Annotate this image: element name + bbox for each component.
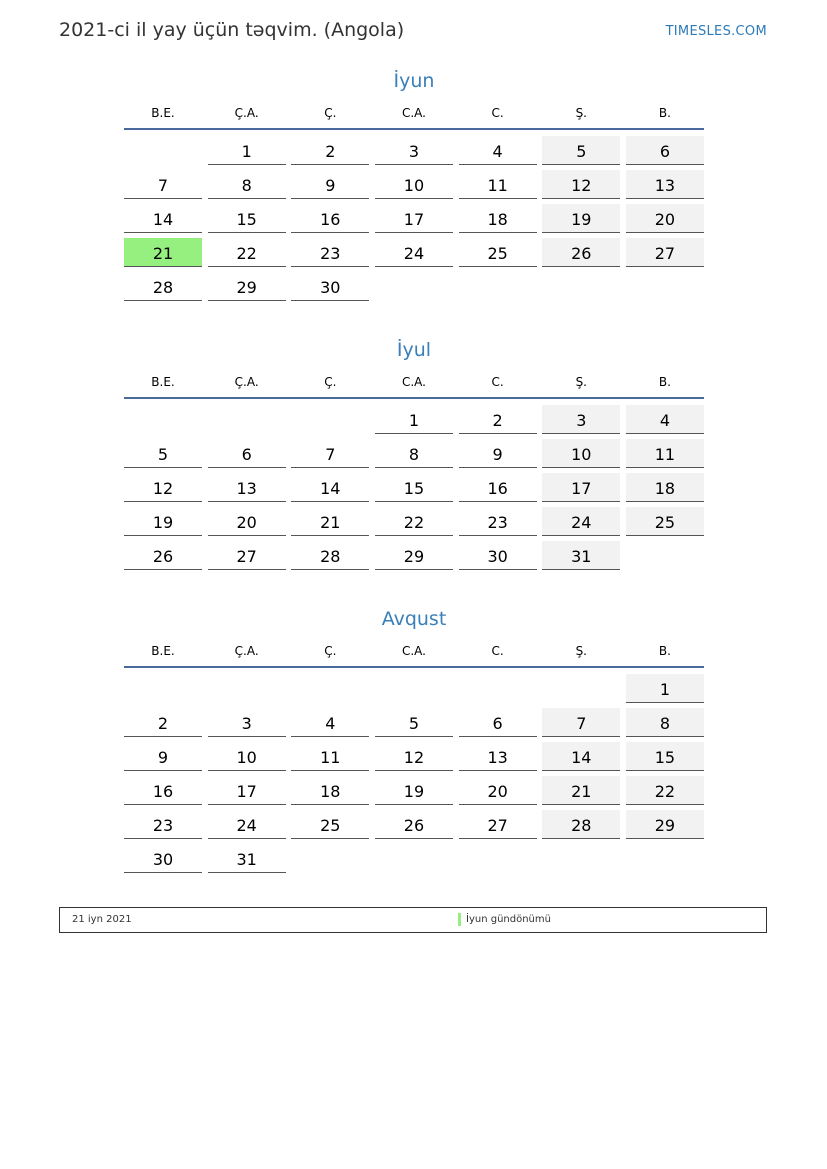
- day-cell: 7: [542, 708, 620, 737]
- empty-day-cell: [459, 674, 537, 703]
- day-cell: 8: [375, 439, 453, 468]
- day-cell: 22: [208, 238, 286, 267]
- day-cell: 11: [459, 170, 537, 199]
- day-cell: 1: [375, 405, 453, 434]
- day-cell: 23: [291, 238, 369, 267]
- day-cell: 15: [375, 473, 453, 502]
- empty-day-cell: [208, 405, 286, 434]
- day-cell: 9: [124, 742, 202, 771]
- day-cell: 29: [626, 810, 704, 839]
- day-cell: 7: [291, 439, 369, 468]
- day-cell: 22: [626, 776, 704, 805]
- day-cell: 29: [375, 541, 453, 570]
- day-cell: 25: [291, 810, 369, 839]
- day-cell: 3: [375, 136, 453, 165]
- week-row: [124, 844, 704, 873]
- day-cell: 26: [375, 810, 453, 839]
- empty-day-cell: [542, 272, 620, 301]
- day-cell: 28: [542, 810, 620, 839]
- day-cell: 10: [375, 170, 453, 199]
- day-cell: 10: [208, 742, 286, 771]
- empty-day-cell: [459, 844, 537, 873]
- week-row: [124, 541, 704, 570]
- day-cell: 30: [291, 272, 369, 301]
- day-cell: 11: [626, 439, 704, 468]
- day-cell: 12: [375, 742, 453, 771]
- week-row: [124, 439, 704, 468]
- weekday-label: B.: [658, 375, 671, 389]
- weekday-label: Ç.A.: [234, 375, 259, 389]
- day-cell: 21: [542, 776, 620, 805]
- day-cell: 2: [459, 405, 537, 434]
- month-title: İyun: [393, 70, 435, 92]
- day-cell: 27: [459, 810, 537, 839]
- empty-day-cell: [375, 674, 453, 703]
- day-cell: 16: [459, 473, 537, 502]
- day-cell: 17: [542, 473, 620, 502]
- day-cell: 12: [542, 170, 620, 199]
- day-cell: 8: [208, 170, 286, 199]
- week-row: [124, 708, 704, 737]
- week-row: [124, 405, 704, 434]
- day-cell: 2: [291, 136, 369, 165]
- day-cell: 23: [459, 507, 537, 536]
- weekday-label: B.: [658, 644, 671, 658]
- weekday-label: Ş.: [575, 106, 587, 120]
- weekday-label: C.A.: [401, 375, 426, 389]
- empty-day-cell: [542, 844, 620, 873]
- week-row: [124, 507, 704, 536]
- day-cell: 20: [459, 776, 537, 805]
- day-cell: 11: [291, 742, 369, 771]
- week-row: [124, 136, 704, 165]
- holiday-legend: [59, 907, 767, 933]
- day-cell: 9: [459, 439, 537, 468]
- week-row: [124, 204, 704, 233]
- empty-day-cell: [375, 844, 453, 873]
- day-cell: 21: [291, 507, 369, 536]
- empty-day-cell: [124, 136, 202, 165]
- empty-day-cell: [626, 272, 704, 301]
- day-cell: 8: [626, 708, 704, 737]
- day-cell: 7: [124, 170, 202, 199]
- day-cell: 4: [626, 405, 704, 434]
- month-title: İyul: [396, 339, 432, 361]
- month-july: [124, 337, 704, 575]
- holiday-day-cell: 21: [124, 238, 202, 267]
- weekday-label: B.: [658, 106, 671, 120]
- page-title: 2021-ci il yay üçün təqvim. (Angola): [59, 19, 405, 41]
- day-cell: 1: [626, 674, 704, 703]
- empty-day-cell: [208, 674, 286, 703]
- day-cell: 28: [291, 541, 369, 570]
- day-cell: 24: [208, 810, 286, 839]
- weekday-header: [124, 98, 704, 130]
- day-cell: 31: [542, 541, 620, 570]
- weekday-label: B.E.: [151, 375, 175, 389]
- day-cell: 30: [459, 541, 537, 570]
- day-cell: 15: [208, 204, 286, 233]
- day-cell: 16: [291, 204, 369, 233]
- day-cell: 28: [124, 272, 202, 301]
- day-cell: 26: [542, 238, 620, 267]
- day-cell: 6: [208, 439, 286, 468]
- day-cell: 12: [124, 473, 202, 502]
- legend-date: 21 iyn 2021: [72, 914, 132, 925]
- day-cell: 5: [375, 708, 453, 737]
- legend-holiday-name: İyun gündönümü: [466, 914, 551, 925]
- weekday-label: B.E.: [151, 644, 175, 658]
- day-cell: 30: [124, 844, 202, 873]
- empty-day-cell: [291, 844, 369, 873]
- empty-day-cell: [626, 541, 704, 570]
- weekday-header: [124, 367, 704, 399]
- day-cell: 1: [208, 136, 286, 165]
- empty-day-cell: [626, 844, 704, 873]
- weekday-label: Ş.: [575, 644, 587, 658]
- empty-day-cell: [124, 674, 202, 703]
- day-cell: 17: [375, 204, 453, 233]
- week-row: [124, 674, 704, 703]
- day-cell: 9: [291, 170, 369, 199]
- empty-day-cell: [542, 674, 620, 703]
- week-row: [124, 810, 704, 839]
- day-cell: 27: [208, 541, 286, 570]
- day-cell: 23: [124, 810, 202, 839]
- weekday-label: Ç.A.: [234, 644, 259, 658]
- day-cell: 5: [124, 439, 202, 468]
- day-cell: 2: [124, 708, 202, 737]
- weekday-label: C.A.: [401, 644, 426, 658]
- empty-day-cell: [459, 272, 537, 301]
- day-cell: 29: [208, 272, 286, 301]
- site-link[interactable]: TIMESLES.COM: [665, 24, 767, 39]
- day-cell: 26: [124, 541, 202, 570]
- day-cell: 14: [291, 473, 369, 502]
- month-title: Avqust: [381, 608, 447, 630]
- empty-day-cell: [124, 405, 202, 434]
- day-cell: 13: [208, 473, 286, 502]
- week-row: [124, 473, 704, 502]
- day-cell: 18: [459, 204, 537, 233]
- weekday-label: Ş.: [575, 375, 587, 389]
- day-cell: 18: [626, 473, 704, 502]
- weekday-label: C.: [491, 644, 504, 658]
- day-cell: 27: [626, 238, 704, 267]
- empty-day-cell: [375, 272, 453, 301]
- month-june: [124, 68, 704, 306]
- day-cell: 20: [208, 507, 286, 536]
- day-cell: 15: [626, 742, 704, 771]
- day-cell: 20: [626, 204, 704, 233]
- week-row: [124, 170, 704, 199]
- day-cell: 19: [124, 507, 202, 536]
- day-cell: 3: [542, 405, 620, 434]
- day-cell: 13: [626, 170, 704, 199]
- weekday-label: Ç.A.: [234, 106, 259, 120]
- weekday-label: C.: [491, 106, 504, 120]
- weekday-label: C.: [491, 375, 504, 389]
- day-cell: 6: [626, 136, 704, 165]
- day-cell: 10: [542, 439, 620, 468]
- day-cell: 25: [459, 238, 537, 267]
- day-cell: 16: [124, 776, 202, 805]
- day-cell: 24: [375, 238, 453, 267]
- weekday-label: B.E.: [151, 106, 175, 120]
- day-cell: 6: [459, 708, 537, 737]
- weekday-label: Ç.: [324, 106, 337, 120]
- day-cell: 17: [208, 776, 286, 805]
- week-row: [124, 272, 704, 301]
- legend-color-marker: [458, 913, 461, 926]
- day-cell: 25: [626, 507, 704, 536]
- day-cell: 19: [542, 204, 620, 233]
- week-row: [124, 742, 704, 771]
- weekday-label: C.A.: [401, 106, 426, 120]
- day-cell: 14: [124, 204, 202, 233]
- weekday-label: Ç.: [324, 375, 337, 389]
- week-row: [124, 776, 704, 805]
- day-cell: 22: [375, 507, 453, 536]
- month-august: [124, 606, 704, 878]
- day-cell: 31: [208, 844, 286, 873]
- weekday-header: [124, 636, 704, 668]
- day-cell: 5: [542, 136, 620, 165]
- day-cell: 3: [208, 708, 286, 737]
- day-cell: 19: [375, 776, 453, 805]
- day-cell: 4: [459, 136, 537, 165]
- empty-day-cell: [291, 405, 369, 434]
- empty-day-cell: [291, 674, 369, 703]
- day-cell: 18: [291, 776, 369, 805]
- day-cell: 24: [542, 507, 620, 536]
- day-cell: 14: [542, 742, 620, 771]
- weekday-label: Ç.: [324, 644, 337, 658]
- day-cell: 13: [459, 742, 537, 771]
- week-row: [124, 238, 704, 267]
- day-cell: 4: [291, 708, 369, 737]
